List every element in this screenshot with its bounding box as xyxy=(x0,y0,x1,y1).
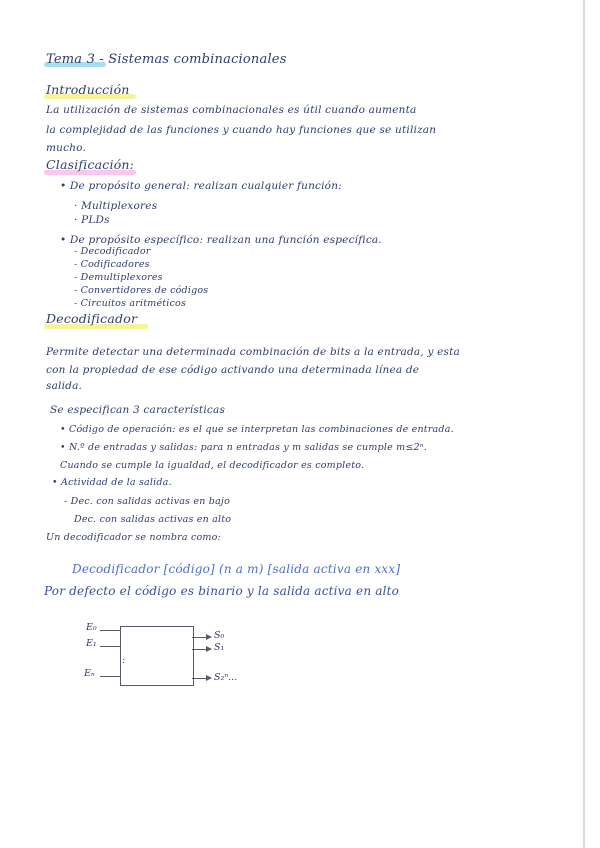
decoder-line-3: salida. xyxy=(46,380,83,392)
decoder-line-1: Permite detectar una determinada combinación de bits a la entrada, y esta xyxy=(46,346,461,358)
output-label-s1: S₁ xyxy=(214,642,225,653)
activity-high: Dec. con salidas activas en alto xyxy=(74,514,232,525)
input-wire-e0 xyxy=(100,630,120,631)
output-arrow-s1 xyxy=(206,646,212,652)
spec-intro: Se especifican 3 características xyxy=(50,404,226,416)
output-arrow-s0 xyxy=(206,634,212,640)
spec-complete-note: Cuando se cumple la igualdad, el decodificador es completo. xyxy=(60,460,365,471)
output-label-sn: S₂ⁿ... xyxy=(214,672,238,683)
general-item-1: · Multiplexores xyxy=(74,200,158,212)
naming-line: Un decodificador se nombra como: xyxy=(46,532,221,543)
output-arrow-sn xyxy=(206,675,212,681)
specific-item-3: - Demultiplexores xyxy=(74,272,163,283)
intro-line-1: La utilización de sistemas combinacionales es útil cuando aumenta xyxy=(46,104,417,116)
general-purpose-line: • De propósito general: realizan cualquier función: xyxy=(60,180,342,192)
input-wire-e1 xyxy=(100,646,120,647)
intro-heading: Introducción xyxy=(46,82,130,97)
input-label-e0: E₀ xyxy=(86,622,97,633)
general-item-2: · PLDs xyxy=(74,214,110,226)
decoder-line-2: con la propiedad de ese código activando una determinada línea de xyxy=(46,364,420,376)
intro-line-2: la complejidad de las funciones y cuando hay funciones que se utilizan xyxy=(46,124,437,136)
intro-line-3: mucho. xyxy=(46,142,87,154)
default-note: Por defecto el código es binario y la salida activa en alto xyxy=(44,584,400,598)
specific-item-4: - Convertidores de códigos xyxy=(74,285,209,296)
spec-inputs-outputs: • N.º de entradas y salidas: para n entradas y m salidas se cumple m≤2ⁿ. xyxy=(60,442,427,453)
input-label-e1: E₁ xyxy=(86,638,97,649)
specific-item-2: - Codificadores xyxy=(74,259,150,270)
specific-item-5: - Circuitos aritméticos xyxy=(74,298,187,309)
input-label-en: Eₙ xyxy=(84,668,95,679)
margin-line xyxy=(583,0,585,848)
specific-purpose-line: • De propósito específico: realizan una función específica. xyxy=(60,234,382,246)
decoder-block xyxy=(120,626,194,686)
input-wire-en xyxy=(100,676,120,677)
specific-item-1: - Decodificador xyxy=(74,246,151,257)
spec-operation-code: • Código de operación: es el que se interpretan las combinaciones de entrada. xyxy=(60,424,454,435)
output-label-s0: S₀ xyxy=(214,630,225,641)
decoder-formula: Decodificador [código] (n a m) [salida activa en xxx] xyxy=(72,562,401,576)
input-dots: : xyxy=(122,655,126,666)
spec-output-activity: • Actividad de la salida. xyxy=(52,477,172,488)
decoder-heading: Decodificador xyxy=(46,311,138,326)
page-title: Tema 3 - Sistemas combinacionales xyxy=(46,52,287,67)
activity-low: - Dec. con salidas activas en bajo xyxy=(64,496,230,507)
classification-heading: Clasificación: xyxy=(46,157,135,172)
